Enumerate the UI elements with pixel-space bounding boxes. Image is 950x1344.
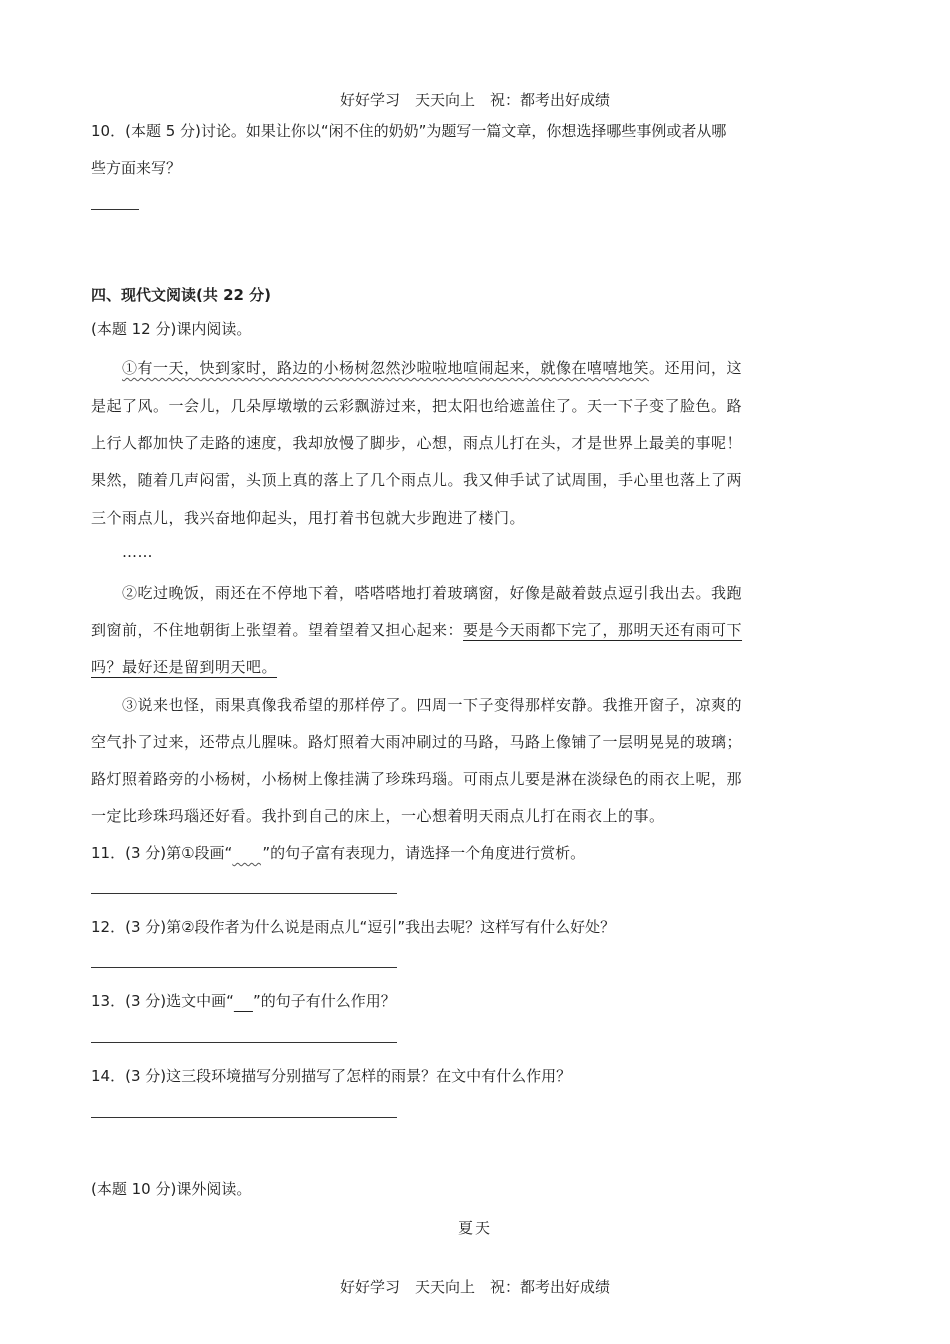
- question-12: 12．(3 分)第②段作者为什么说是雨点儿“逗引”我出去呢？这样写有什么好处？: [91, 918, 616, 936]
- paragraph-1-line-5: 三个雨点儿，我兴奋地仰起头，甩打着书包就大步跑进了楼门。: [91, 509, 526, 527]
- answer-line-12: [91, 967, 397, 968]
- answer-line-10: [91, 209, 139, 210]
- paragraph-3-line-2: 空气扑了过来，还带点儿腥味。路灯照着大雨冲刷过的马路，马路上像铺了一层明晃晃的玻璃；: [91, 733, 743, 751]
- paragraph-3-line-4: 一定比珍珠玛瑙还好看。我扑到自己的床上，一心想着明天雨点儿打在雨衣上的事。: [91, 807, 665, 825]
- ellipsis: ……: [122, 543, 153, 561]
- underline-mark: [234, 992, 253, 1010]
- answer-line-14: [91, 1117, 397, 1118]
- reading-1-intro: (本题 12 分)课内阅读。: [91, 320, 252, 338]
- page-header: 好好学习 天天向上 祝：都考出好成绩: [339, 91, 610, 109]
- question-14: 14．(3 分)这三段环境描写分别描写了怎样的雨景？在文中有什么作用？: [91, 1067, 572, 1085]
- paragraph-2-line-3: 吗？最好还是留到明天吧。: [91, 658, 278, 676]
- wavy-mark: [232, 844, 262, 862]
- answer-line-13: [91, 1042, 397, 1043]
- paragraph-2-line-1: ②吃过晚饭，雨还在不停地下着，嗒嗒嗒地打着玻璃窗，好像是敲着鼓点逗引我出去。我跑: [122, 584, 743, 602]
- question-10-line-2: 些方面来写？: [91, 159, 182, 177]
- paragraph-1-line-2: 是起了风。一会儿，几朵厚墩墩的云彩飘游过来，把太阳也给遮盖住了。天一下子变了脸色。路: [91, 397, 743, 415]
- question-13: 13．(3 分)选文中画“ ”的句子有什么作用？: [91, 992, 396, 1010]
- underlined-sentence: 要是今天雨都下完了，那明天还有雨可下: [463, 621, 743, 639]
- wavy-underlined-sentence: ①有一天，快到家时，路边的小杨树忽然沙啦啦地喧闹起来，就像在嘻嘻地笑: [122, 359, 650, 377]
- paragraph-3-line-1: ③说来也怪，雨果真像我希望的那样停了。四周一下子变得那样安静。我推开窗子，凉爽的: [122, 696, 743, 714]
- section-title: 四、现代文阅读(共 22 分): [91, 286, 272, 304]
- paragraph-1-line-3: 上行人都加快了走路的速度，我却放慢了脚步，心想，雨点儿打在头，才是世界上最美的事呢！: [91, 434, 743, 452]
- paragraph-3-line-3: 路灯照着路旁的小杨树，小杨树上像挂满了珍珠玛瑙。可雨点儿要是淋在淡绿色的雨衣上呢，那: [91, 770, 743, 788]
- reading-2-title: 夏天: [457, 1219, 492, 1237]
- page-footer: 好好学习 天天向上 祝：都考出好成绩: [339, 1278, 610, 1296]
- paragraph-2-line-2: 到窗前，不住地朝街上张望着。望着望着又担心起来：要是今天雨都下完了，那明天还有雨可下: [91, 621, 743, 639]
- paragraph-1-line-1: ①有一天，快到家时，路边的小杨树忽然沙啦啦地喧闹起来，就像在嘻嘻地笑。还用问，这: [122, 359, 743, 377]
- reading-2-intro: (本题 10 分)课外阅读。: [91, 1180, 252, 1198]
- question-10-line-1: 10．(本题 5 分)讨论。如果让你以“闲不住的奶奶”为题写一篇文章，你想选择哪些事例或者从哪: [91, 122, 727, 140]
- answer-line-11: [91, 893, 397, 894]
- paragraph-1-line-4: 果然，随着几声闷雷，头顶上真的落上了几个雨点儿。我又伸手试了试周围，手心里也落上了两: [91, 471, 743, 489]
- question-11: 11．(3 分)第①段画“ ”的句子富有表现力，请选择一个角度进行赏析。: [91, 844, 586, 862]
